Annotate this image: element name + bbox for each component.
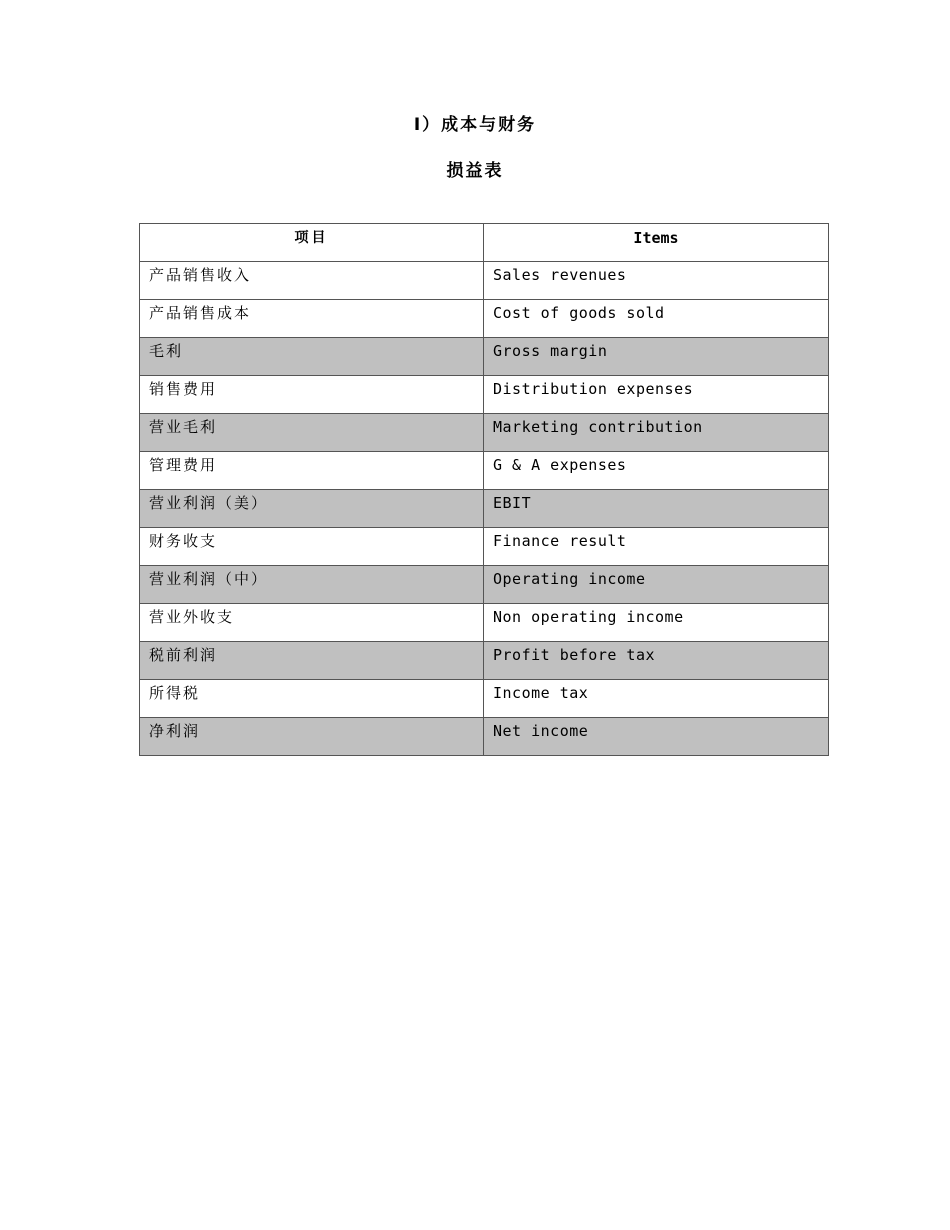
document-title: 损益表 — [446, 161, 504, 181]
item-cn: 营业外收支 — [140, 604, 484, 642]
item-en: Distribution expenses — [484, 376, 829, 414]
table-row — [140, 566, 829, 604]
item-en: Operating income — [484, 566, 829, 604]
item-cn: 净利润 — [140, 718, 484, 756]
table-row — [140, 642, 829, 680]
item-en: Marketing contribution — [484, 414, 829, 452]
table-row — [140, 604, 829, 642]
item-cn: 所得税 — [140, 680, 484, 718]
table-row — [140, 680, 829, 718]
item-en: Net income — [484, 718, 829, 756]
item-en: Finance result — [484, 528, 829, 566]
table-row — [140, 490, 829, 528]
section-title: I）成本与财务 — [413, 115, 537, 135]
table-row — [140, 262, 829, 300]
item-en: Gross margin — [484, 338, 829, 376]
table-row — [140, 300, 829, 338]
item-cn: 管理费用 — [140, 452, 484, 490]
item-cn: 税前利润 — [140, 642, 484, 680]
item-en: Non operating income — [484, 604, 829, 642]
table-row — [140, 528, 829, 566]
table-header-row — [140, 224, 829, 262]
table-row — [140, 452, 829, 490]
item-cn: 销售费用 — [140, 376, 484, 414]
header-en: Items — [484, 224, 829, 262]
item-en: G & A expenses — [484, 452, 829, 490]
income-statement-table — [139, 223, 829, 756]
table-row — [140, 338, 829, 376]
item-en: Profit before tax — [484, 642, 829, 680]
item-cn: 营业毛利 — [140, 414, 484, 452]
item-cn: 产品销售收入 — [140, 262, 484, 300]
header-cn: 项目 — [140, 224, 484, 262]
item-en: Income tax — [484, 680, 829, 718]
item-cn: 营业利润（美） — [140, 490, 484, 528]
table-row — [140, 718, 829, 756]
item-en: Cost of goods sold — [484, 300, 829, 338]
item-cn: 财务收支 — [140, 528, 484, 566]
item-cn: 毛利 — [140, 338, 484, 376]
table-row — [140, 376, 829, 414]
table-row — [140, 414, 829, 452]
table-body — [140, 262, 829, 756]
item-cn: 营业利润（中） — [140, 566, 484, 604]
item-cn: 产品销售成本 — [140, 300, 484, 338]
item-en: EBIT — [484, 490, 829, 528]
item-en: Sales revenues — [484, 262, 829, 300]
